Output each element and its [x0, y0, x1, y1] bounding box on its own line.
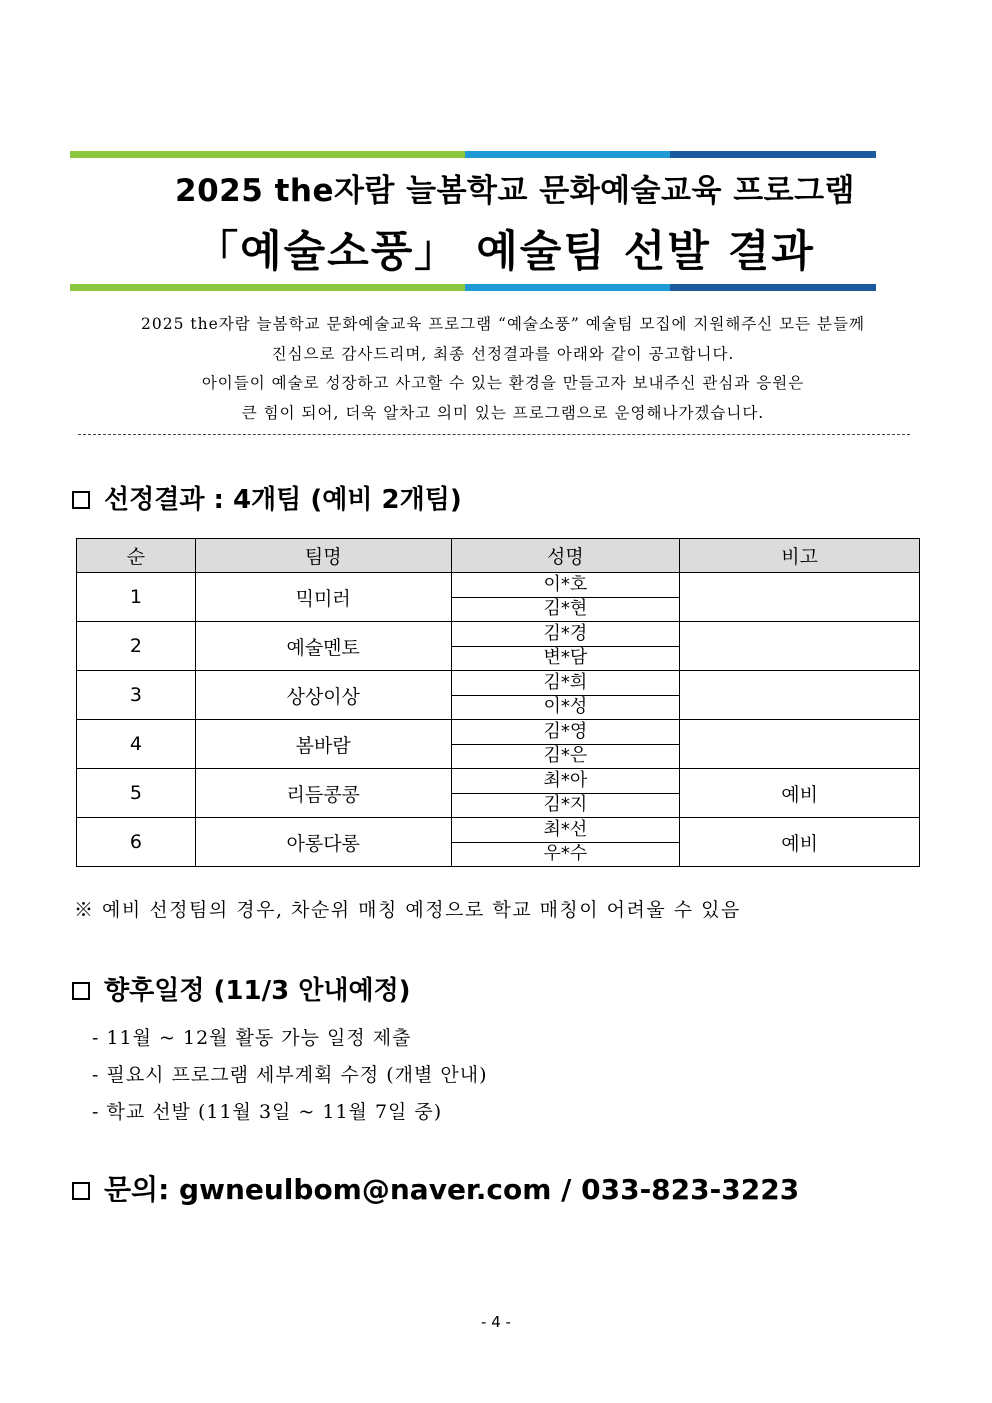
section-heading-results	[72, 479, 462, 516]
section-title: 향후일정 (11/3 안내예정)	[104, 976, 411, 1006]
column-header: 팀명	[195, 539, 451, 573]
section-heading-contact	[72, 1168, 799, 1208]
member-name: 우*수	[451, 842, 680, 867]
intro-paragraph	[70, 310, 936, 428]
member-name: 김*경	[451, 622, 680, 647]
team-name: 예술멘토	[195, 622, 451, 671]
row-number: 1	[77, 573, 196, 622]
dashed-divider	[78, 434, 910, 435]
remark: 예비	[680, 769, 920, 818]
remark	[680, 671, 920, 720]
column-header: 비고	[680, 539, 920, 573]
member-name: 김*희	[451, 671, 680, 696]
list-item: - 필요시 프로그램 세부계획 수정 (개별 안내)	[92, 1064, 488, 1086]
member-name: 최*아	[451, 769, 680, 794]
team-name: 봄바람	[195, 720, 451, 769]
checkbox-square-icon	[72, 982, 90, 1000]
member-name: 김*지	[451, 793, 680, 818]
row-number: 3	[77, 671, 196, 720]
remark	[680, 573, 920, 622]
intro-line: 큰 힘이 되어, 더욱 알차고 의미 있는 프로그램으로 운영해나가겠습니다.	[241, 403, 765, 422]
remark	[680, 622, 920, 671]
table-row	[77, 769, 920, 794]
team-name: 리듬콩콩	[195, 769, 451, 818]
checkbox-square-icon	[72, 491, 90, 509]
section-title: 선정결과 : 4개팀 (예비 2개팀)	[104, 485, 462, 515]
table-header-row	[77, 539, 920, 573]
title-line-1: 2025 the자람 늘봄학교 문화예술교육 프로그램	[175, 173, 855, 209]
member-name: 김*현	[451, 597, 680, 622]
results-table	[76, 538, 920, 867]
member-name: 김*은	[451, 744, 680, 769]
table-row	[77, 671, 920, 696]
row-number: 5	[77, 769, 196, 818]
table-row	[77, 720, 920, 745]
member-name: 이*성	[451, 695, 680, 720]
remark: 예비	[680, 818, 920, 867]
intro-line: 진심으로 감사드리며, 최종 선정결과를 아래와 같이 공고합니다.	[271, 344, 735, 363]
column-header: 순	[77, 539, 196, 573]
team-name: 아롱다롱	[195, 818, 451, 867]
contact-info: 문의: gwneulbom@naver.com / 033-823-3223	[104, 1173, 800, 1206]
header-rule-bottom	[70, 284, 876, 291]
title-line-2: 「예술소풍」 예술팀 선발 결과	[195, 227, 815, 277]
team-name: 믹미러	[195, 573, 451, 622]
table-row	[77, 622, 920, 647]
column-header: 성명	[451, 539, 680, 573]
member-name: 최*선	[451, 818, 680, 843]
footnote: ※ 예비 선정팀의 경우, 차순위 매칭 예정으로 학교 매칭이 어려울 수 있음	[74, 899, 741, 921]
intro-line: 아이들이 예술로 성장하고 사고할 수 있는 환경을 만들고자 보내주신 관심과 응원은	[201, 374, 805, 392]
member-name: 변*담	[451, 646, 680, 671]
list-item: - 학교 선발 (11월 3일 ~ 11월 7일 중)	[92, 1101, 443, 1123]
list-item: - 11월 ~ 12월 활동 가능 일정 제출	[92, 1027, 412, 1049]
member-name: 김*영	[451, 720, 680, 745]
intro-line: 2025 the자람 늘봄학교 문화예술교육 프로그램 “예술소풍” 예술팀 모집에 지원해주신 모든 분들께	[141, 315, 865, 333]
row-number: 4	[77, 720, 196, 769]
header-rule-top	[70, 151, 876, 158]
team-name: 상상이상	[195, 671, 451, 720]
section-heading-schedule	[72, 970, 411, 1007]
checkbox-square-icon	[72, 1182, 90, 1200]
table-row	[77, 818, 920, 843]
row-number: 6	[77, 818, 196, 867]
page-number: - 4 -	[481, 1313, 511, 1331]
schedule-list	[92, 1020, 488, 1131]
member-name: 이*호	[451, 573, 680, 598]
row-number: 2	[77, 622, 196, 671]
remark	[680, 720, 920, 769]
table-row	[77, 573, 920, 598]
